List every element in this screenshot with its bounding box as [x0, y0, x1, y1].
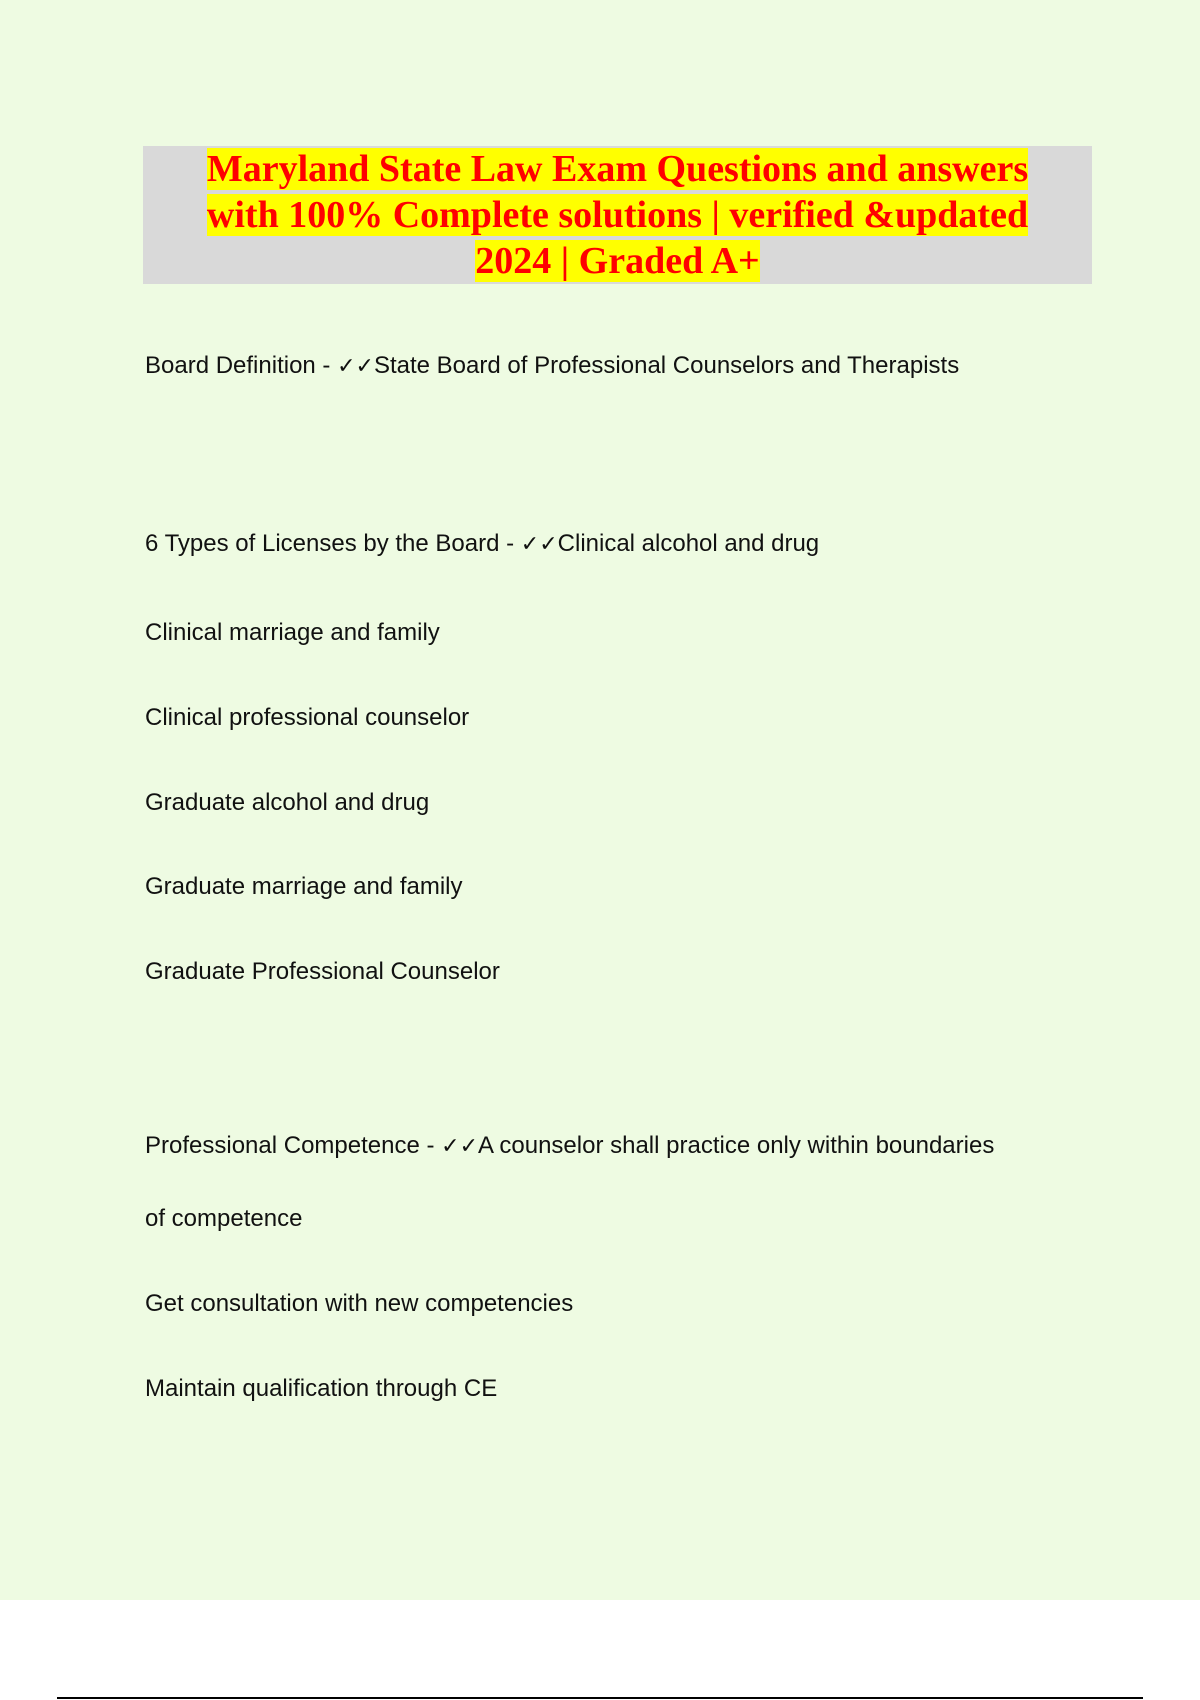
list-item: Clinical marriage and family: [145, 619, 440, 646]
footer-divider: [57, 1697, 1143, 1699]
entry-question: Board Definition -: [145, 352, 338, 379]
entry-question: Professional Competence -: [145, 1132, 442, 1159]
entry-professional-competence: [145, 1132, 994, 1160]
entry-answer: A counselor shall practice only within boundaries: [478, 1132, 995, 1159]
entry-answer: State Board of Professional Counselors and Therapists: [373, 352, 960, 379]
list-item: of competence: [145, 1205, 303, 1232]
entry-question: 6 Types of Licenses by the Board -: [145, 530, 521, 557]
list-item: Get consultation with new competencies: [145, 1290, 574, 1317]
entry-board-definition: [145, 352, 959, 380]
document-title: [168, 146, 1068, 284]
check-mark-icon: ✓✓: [520, 532, 558, 557]
list-item: Graduate Professional Counselor: [145, 958, 500, 985]
document-title-text: Maryland State Law Exam Questions and answers with 100% Complete solutions | verified &updated 2024 | Graded A+: [206, 148, 1029, 282]
list-item: Graduate alcohol and drug: [145, 789, 430, 816]
title-banner: [143, 146, 1092, 284]
check-mark-icon: ✓✓: [441, 1134, 479, 1159]
check-mark-icon: ✓✓: [337, 354, 374, 379]
entry-license-types: [145, 530, 819, 558]
list-item: Maintain qualification through CE: [145, 1375, 498, 1402]
entry-answer: Clinical alcohol and drug: [557, 530, 820, 557]
list-item: Clinical professional counselor: [145, 704, 470, 731]
list-item: Graduate marriage and family: [145, 873, 463, 900]
